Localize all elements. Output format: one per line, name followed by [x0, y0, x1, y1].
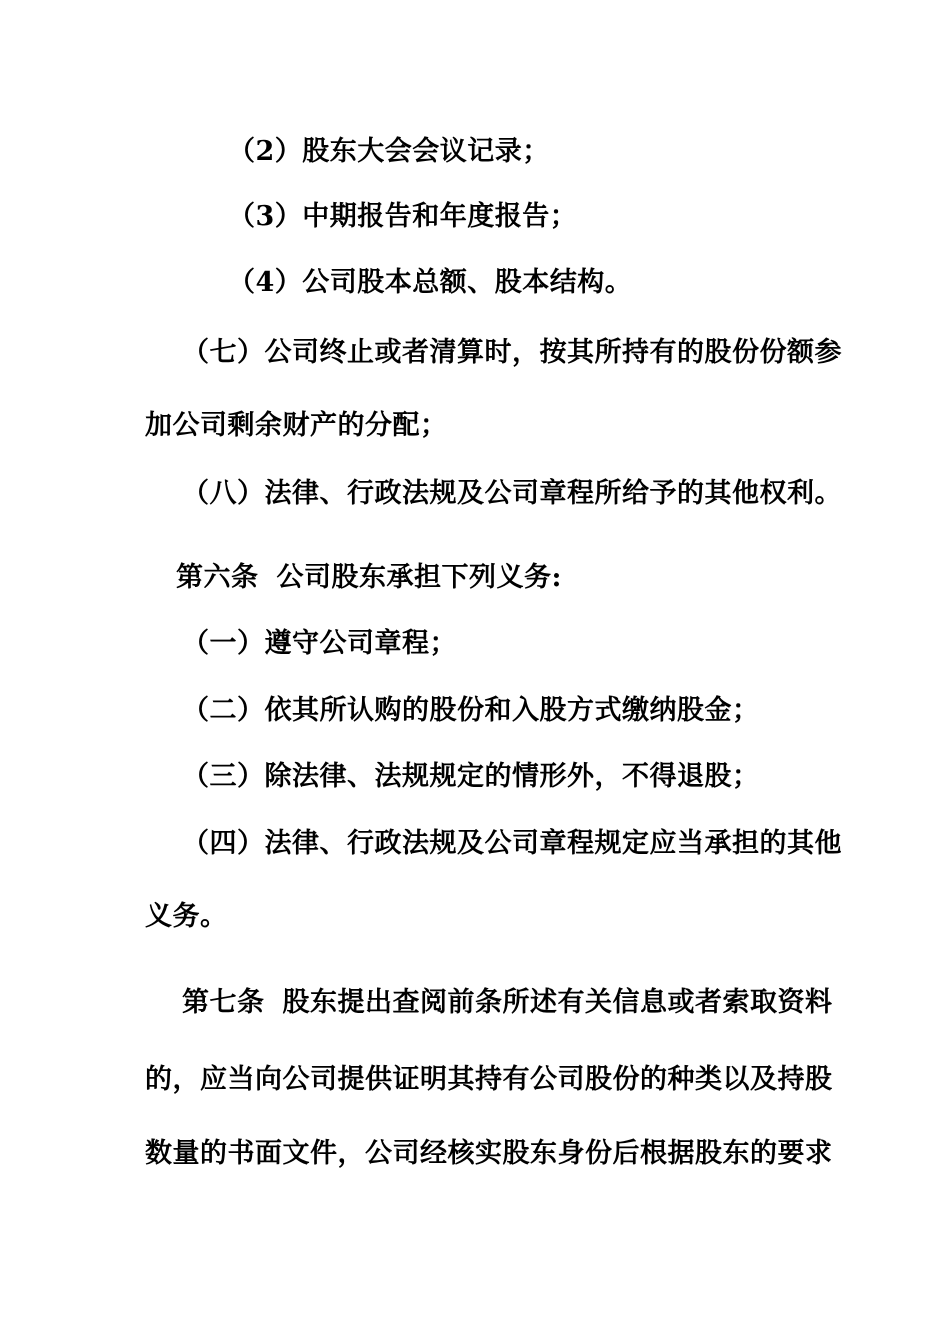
article-text: 股东提出查阅前条所述有关信息或者索取资料 — [282, 987, 833, 1018]
article-number: 第七条 — [182, 987, 265, 1018]
list-item: （4）公司股本总额、股本结构。 — [228, 267, 633, 298]
paragraph-line: 的，应当向公司提供证明其持有公司股份的种类以及持股 — [145, 1064, 833, 1095]
article-heading — [182, 986, 833, 1020]
paragraph-line: 加公司剩余财产的分配； — [145, 410, 448, 441]
list-item: （一）遵守公司章程； — [182, 628, 457, 659]
article-text: 公司股东承担下列义务: — [276, 562, 562, 593]
list-item: （2）股东大会会议记录； — [228, 136, 550, 167]
article-number: 第六条 — [176, 562, 259, 593]
paragraph-line: （七）公司终止或者清算时，按其所持有的股份份额参 — [182, 337, 842, 368]
paragraph-line: 数量的书面文件，公司经核实股东身份后根据股东的要求 — [145, 1138, 833, 1169]
list-item: （3）中期报告和年度报告； — [228, 201, 578, 232]
list-item: （三）除法律、法规规定的情形外，不得退股； — [182, 761, 760, 792]
article-heading — [176, 561, 562, 595]
paragraph-line: （八）法律、行政法规及公司章程所给予的其他权利。 — [182, 478, 842, 509]
paragraph-line: （四）法律、行政法规及公司章程规定应当承担的其他 — [182, 828, 842, 859]
list-item: （二）依其所认购的股份和入股方式缴纳股金； — [182, 695, 760, 726]
paragraph-line: 义务。 — [145, 901, 228, 932]
